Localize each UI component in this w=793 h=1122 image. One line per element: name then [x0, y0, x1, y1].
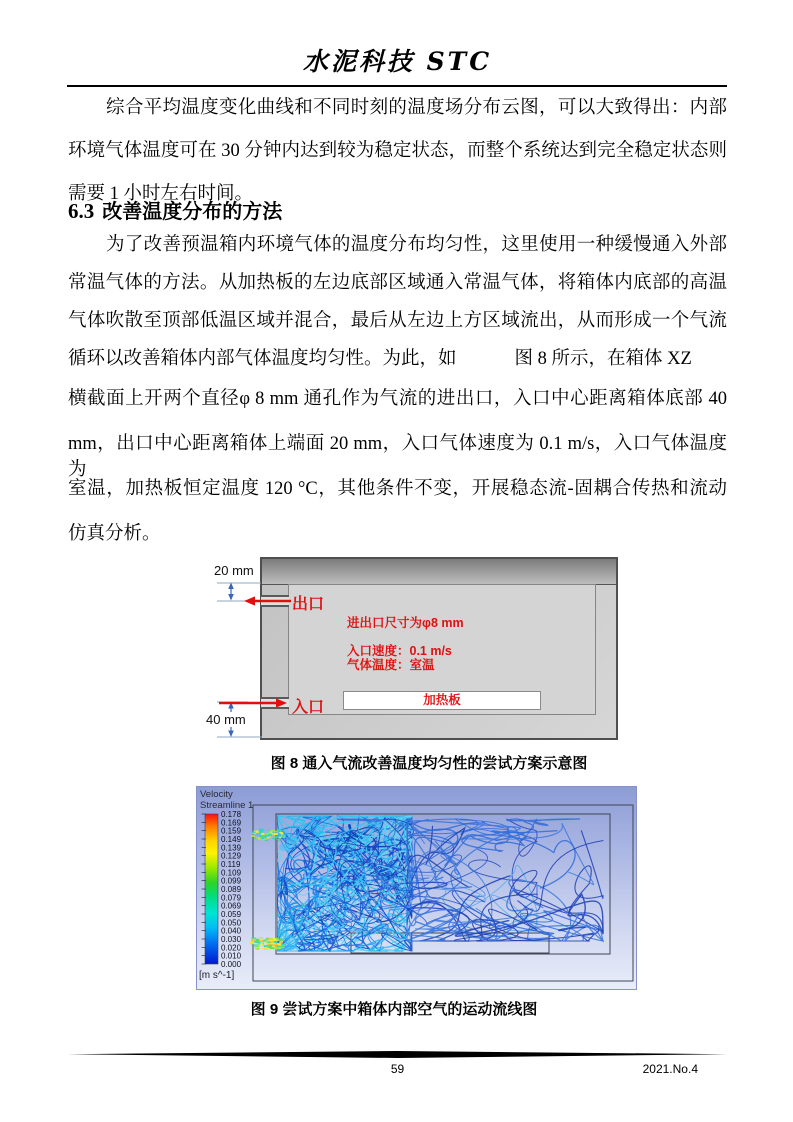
paragraph-line: 为了改善预温箱内环境气体的温度分布均匀性，这里使用一种缓慢通入外部 [106, 235, 727, 255]
inlet-jet-speckle [251, 938, 256, 939]
paragraph-line: 仿真分析。 [68, 524, 161, 544]
outlet-jet-speckle [281, 833, 283, 835]
inlet-jet-speckle [255, 948, 259, 949]
inlet-jet-speckle [251, 939, 253, 941]
colorbar-tick-label: 0.020 [221, 943, 242, 953]
inlet-jet-speckle [256, 939, 259, 941]
inlet-jet-speckle [255, 941, 257, 943]
colorbar-tick-label: 0.129 [221, 851, 242, 861]
legend-subtitle: Streamline 1 [200, 800, 254, 811]
outlet-jet-speckle [268, 831, 272, 832]
colorbar-tick-label: 0.178 [221, 810, 242, 819]
section-heading [68, 197, 282, 225]
paragraph-line: 综合平均温度变化曲线和不同时刻的温度场分布云图，可以大致得出：内部 [106, 98, 727, 118]
section-number: 6.3 [68, 199, 95, 223]
streamline-blob [275, 929, 287, 937]
colorbar-tick-label: 0.099 [221, 876, 242, 886]
streamline-blob [279, 843, 291, 851]
dim-label-40mm: 40 mm [206, 712, 246, 727]
inlet-jet-speckle [278, 939, 283, 941]
figure9-caption: 图 9 尝试方案中箱体内部空气的运动流线图 [250, 1001, 538, 1018]
outlet-jet-speckle [278, 839, 280, 841]
inlet-jet-speckle [267, 943, 269, 945]
paragraph-line: 常温气体的方法。从加热板的左边底部区域通入常温气体，将箱体内底部的高温 [68, 273, 727, 293]
colorbar-tick-label: 0.010 [221, 951, 242, 961]
colorbar-tick-label: 0.139 [221, 843, 242, 853]
outlet-jet-speckle [275, 836, 277, 838]
colorbar-tick-label: 0.149 [221, 835, 242, 844]
paragraph-line: 室温，加热板恒定温度 120 °C，其他条件不变，开展稳态流-固耦合传热和流动 [68, 479, 727, 499]
inlet-jet-speckle [274, 940, 279, 941]
footer-rule [68, 1051, 727, 1058]
header-rule [67, 85, 727, 87]
paragraph-line: 气体吹散至顶部低温区域并混合，最后从左边上方区域流出，从而形成一个气流 [68, 311, 727, 331]
inlet-jet-speckle [264, 939, 267, 940]
paragraph-line: mm，出口中心距离箱体上端面 20 mm，入口气体速度为 0.1 m/s，入口气体温度为 [68, 434, 727, 480]
legend-title: Velocity [200, 789, 233, 800]
colorbar-tick-label: 0.069 [221, 901, 242, 911]
inlet-jet-speckle [257, 945, 259, 947]
inlet-jet-speckle [260, 940, 264, 942]
outlet-jet-speckle [260, 830, 265, 831]
figure9-image [196, 786, 637, 990]
colorbar-tick-label: 0.030 [221, 935, 242, 944]
outlet-jet-speckle [278, 830, 282, 831]
inlet-jet-speckle [271, 939, 273, 941]
figure8-caption: 图 8 通入气流改善温度均匀性的尝试方案示意图 [270, 755, 588, 772]
outlet-jet-speckle [253, 832, 255, 833]
issue-label: 2021.No.4 [642, 1062, 698, 1076]
outlet-jet-speckle [251, 835, 254, 837]
inlet-jet-speckle [270, 941, 273, 943]
velocity-colorbar [205, 814, 218, 964]
figure8-outlet-port [261, 595, 289, 607]
inlet-jet-speckle [264, 945, 268, 947]
inlet-jet-speckle [250, 942, 254, 944]
figure8-heater-plate: 加热板 [343, 691, 541, 710]
colorbar-tick-label: 0.089 [221, 885, 242, 894]
inlet-jet-speckle [259, 937, 263, 938]
figure9-plot [197, 787, 636, 989]
outlet-jet-speckle [265, 836, 267, 838]
port-size-note: 进出口尺寸为φ8 mm [347, 616, 464, 630]
paragraph-line-with-figure-ref [68, 346, 727, 372]
inlet-jet-speckle [280, 941, 283, 943]
paragraph-line: 需要 1 小时左右时间。 [68, 184, 254, 204]
colorbar-tick-label: 0.040 [221, 926, 242, 936]
colorbar-tick-label: 0.119 [221, 860, 241, 869]
dimension-20mm-arrow [228, 583, 234, 601]
colorbar-tick-label: 0.059 [221, 910, 242, 919]
outlet-jet-speckle [264, 838, 267, 840]
outlet-jet-speckle [274, 833, 278, 835]
streamline-blob [286, 836, 298, 844]
outlet-jet-speckle [273, 831, 278, 832]
outlet-jet-speckle [272, 838, 274, 840]
page-number: 59 [390, 1062, 405, 1076]
colorbar-tick-label: 0.050 [221, 918, 242, 928]
paragraph-line: 横截面上开两个直径φ 8 mm 通孔作为气流的进出口，入口中心距离箱体底部 40 [68, 389, 727, 409]
dimension-20mm [217, 583, 261, 601]
section-title: 改善温度分布的方法 [102, 201, 283, 223]
inlet-jet-speckle [277, 947, 281, 949]
inlet-jet-speckle [281, 944, 286, 946]
figure8-top-wall-band [262, 559, 616, 585]
inlet-jet-speckle [272, 944, 275, 946]
colorbar-tick-label: 0.109 [221, 868, 242, 878]
streamlines [275, 816, 603, 951]
ref-line-before: 循环以改善箱体内部气体温度均匀性。为此，如 [68, 349, 457, 369]
outlet-jet-speckle [256, 831, 259, 833]
colorbar-tick-label: 0.169 [221, 818, 242, 828]
inlet-jet-speckle [276, 943, 278, 945]
colorbar-tick-label: 0.079 [221, 893, 242, 903]
colorbar-tick-label: 0.159 [221, 826, 242, 836]
inlet-jet-speckle [269, 944, 272, 946]
outlet-jet-speckle [266, 833, 268, 835]
outlet-jet-speckle [279, 837, 282, 839]
colorbar-unit: [m s^-1] [199, 970, 235, 981]
inlet-jet-speckle [274, 941, 277, 943]
journal-title: 水泥科技 STC [302, 47, 493, 76]
paragraph-line: 环境气体温度可在 30 分钟内达到较为稳定状态，而整个系统达到完全稳定状态则 [68, 141, 727, 161]
inlet-jet-speckle [262, 947, 264, 949]
streamline-blob [283, 935, 295, 943]
inlet-jet-speckle [262, 942, 264, 943]
outlet-jet-speckle [259, 838, 261, 840]
colorbar-tick-label: 0.000 [221, 960, 242, 969]
outlet-jet-speckle [279, 835, 281, 837]
outlet-label: 出口 [292, 596, 325, 613]
inlet-jet-speckle [254, 945, 257, 946]
dim-label-20mm: 20 mm [214, 563, 254, 578]
inlet-jet-speckle [267, 946, 271, 948]
inlet-jet-speckle [277, 937, 279, 939]
inlet-velocity-note: 入口速度：0.1 m/s [347, 644, 452, 658]
ref-line-after: 图 8 所示，在箱体 XZ [514, 349, 692, 369]
outlet-jet-speckle [260, 836, 264, 838]
gas-temperature-note: 气体温度：室温 [347, 658, 435, 672]
figure8-inlet-port [261, 697, 289, 709]
inlet-label: 入口 [292, 699, 325, 716]
